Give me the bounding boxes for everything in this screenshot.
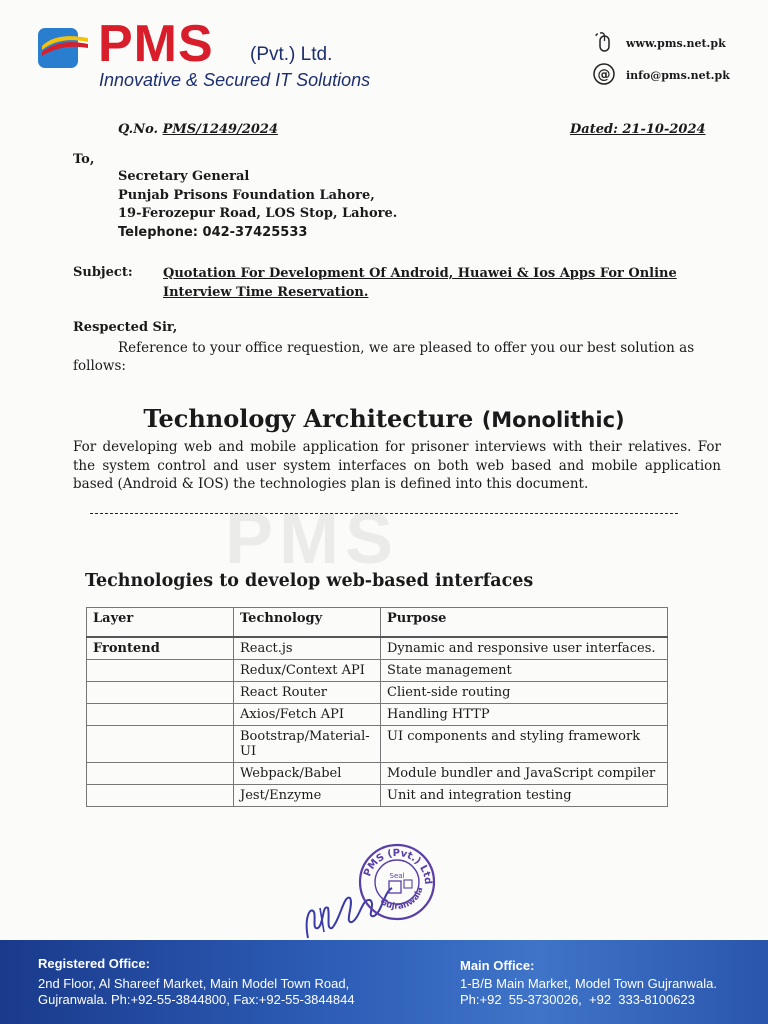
purpose-cell: Client-side routing: [381, 682, 668, 704]
layer-cell: [87, 763, 234, 785]
layer-cell: [87, 726, 234, 763]
technology-cell: Bootstrap/Material-UI: [234, 726, 381, 763]
purpose-cell: Module bundler and JavaScript compiler: [381, 763, 668, 785]
table-row: [87, 682, 668, 704]
web-section-heading: Technologies to develop web-based interfaces: [85, 571, 534, 591]
architecture-description: For developing web and mobile application for prisoner interviews with their relatives. For the system control and user system interfaces on both web based and mobile application based (Android & IOS) the technologies plan is defined into this document.: [73, 439, 721, 492]
layer-cell: Frontend: [87, 637, 234, 660]
address-line: Secretary General: [118, 169, 250, 184]
to-label: To,: [73, 152, 95, 167]
technology-cell: Axios/Fetch API: [234, 704, 381, 726]
purpose-cell: State management: [381, 660, 668, 682]
svg-text:@: @: [597, 67, 611, 83]
registered-office-line: Gujranwala. Ph:+92-55-3844800, Fax:+92-55-3844844: [38, 992, 355, 1007]
technology-cell: Jest/Enzyme: [234, 785, 381, 807]
table-row: [87, 726, 668, 763]
subject-label: Subject:: [73, 265, 133, 280]
layer-cell: [87, 682, 234, 704]
table-row: [87, 785, 668, 807]
dashed-divider: [90, 513, 678, 514]
column-header: Purpose: [381, 608, 668, 638]
architecture-title: [0, 404, 768, 433]
architecture-title-main: Technology Architecture: [143, 404, 474, 433]
technology-cell: React.js: [234, 637, 381, 660]
main-office-line: 1-B/B Main Market, Model Town Gujranwala.: [460, 976, 717, 991]
address-line: Telephone: 042-37425533: [118, 224, 308, 240]
technology-cell: Webpack/Babel: [234, 763, 381, 785]
table-row: [87, 763, 668, 785]
layer-cell: [87, 704, 234, 726]
column-header: Layer: [87, 608, 234, 638]
email-row: [592, 62, 730, 89]
address-line: Punjab Prisons Foundation Lahore,: [118, 187, 375, 203]
main-office-line: Ph:+92 55-3730026, +92 333-8100623: [460, 992, 695, 1007]
seal-top-text: PMS (Pvt.) Ltd: [362, 847, 434, 885]
main-office-label: Main Office:: [460, 958, 535, 973]
seal-bottom-text: Gujranwala: [377, 885, 426, 912]
email-link[interactable]: info@pms.net.pk: [626, 69, 730, 82]
website-link[interactable]: www.pms.net.pk: [626, 37, 726, 50]
registered-office-line: 2nd Floor, Al Shareef Market, Main Model Town Road,: [38, 976, 350, 991]
address-line: 19-Ferozepur Road, LOS Stop, Lahore.: [118, 206, 398, 221]
table-row: [87, 704, 668, 726]
subject-text: Quotation For Development Of Android, Huawei & Ios Apps For Online Interview Time Reservation.: [163, 266, 677, 300]
qno-value: PMS/1249/2024: [162, 122, 279, 137]
date-line: Dated: 21-10-2024: [570, 122, 706, 137]
watermark: PMS: [225, 499, 400, 579]
company-logo-mark: [38, 28, 90, 68]
technology-table: [86, 607, 668, 807]
company-tagline: Innovative & Secured IT Solutions: [99, 70, 371, 90]
company-suffix: (Pvt.) Ltd.: [250, 44, 333, 65]
salutation: Respected Sir,: [73, 320, 178, 335]
seal-center-text: Seal: [389, 872, 405, 880]
column-header: Technology: [234, 608, 381, 638]
intro-paragraph: Reference to your office requestion, we are pleased to offer you our best solution as follows:: [73, 340, 695, 374]
quotation-number: [118, 122, 278, 137]
technology-cell: React Router: [234, 682, 381, 704]
registered-office-label: Registered Office:: [38, 956, 150, 971]
qno-label: Q.No.: [118, 122, 159, 137]
technology-cell: Redux/Context API: [234, 660, 381, 682]
architecture-title-paren: (Monolithic): [481, 408, 625, 432]
footer-bar: [0, 940, 768, 1024]
table-row: [87, 660, 668, 682]
layer-cell: [87, 660, 234, 682]
purpose-cell: Dynamic and responsive user interfaces.: [381, 637, 668, 660]
table-row: [87, 637, 668, 660]
logo-text: PMS: [98, 15, 214, 73]
recipient-address: [118, 168, 397, 242]
purpose-cell: Unit and integration testing: [381, 785, 668, 807]
purpose-cell: Handling HTTP: [381, 704, 668, 726]
purpose-cell: UI components and styling framework: [381, 726, 668, 763]
mouse-icon: [592, 30, 616, 57]
at-sign-icon: [592, 62, 616, 89]
table-header-row: [87, 608, 668, 638]
layer-cell: [87, 785, 234, 807]
website-row: [592, 30, 726, 57]
company-seal: [358, 840, 436, 924]
